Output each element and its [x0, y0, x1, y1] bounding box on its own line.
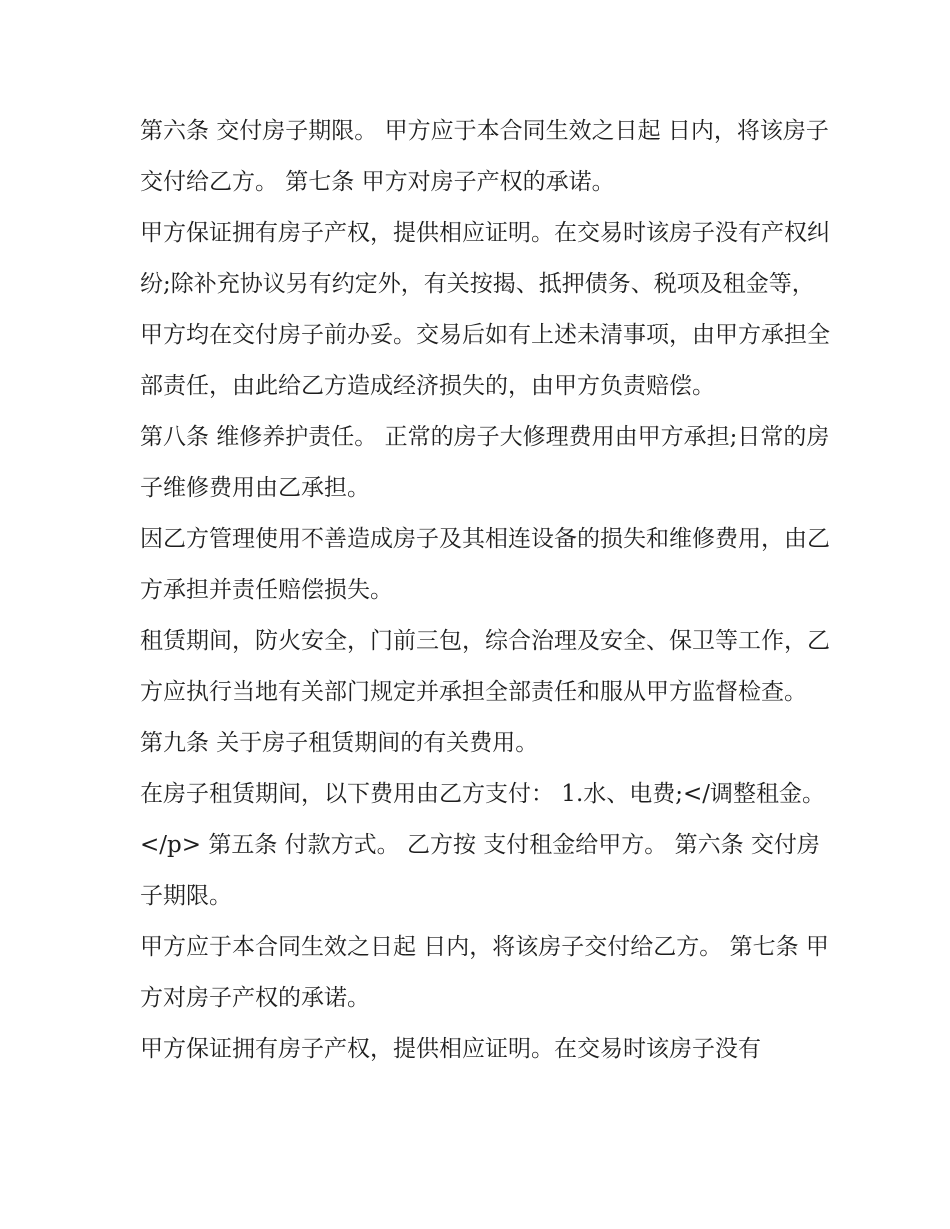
paragraph-fees-and-article-5: 在房子租赁期间，以下费用由乙方支付： 1.水、电费;</调整租金。</p> 第五条 付款方式。 乙方按 支付租金给甲方。 第六条 交付房子期限。 [140, 781, 826, 909]
paragraph-safety-and-article-9: 租赁期间，防火安全，门前三包，综合治理及安全、保卫等工作，乙方应执行当地有关部门规定并承担全部责任和服从甲方监督检查。 第九条 关于房子租赁期间的有关费用。 [140, 628, 830, 756]
paragraph-delivery-repeat: 甲方应于本合同生效之日起 日内，将该房子交付给乙方。 第七条 甲方对房子产权的承诺。 [140, 934, 829, 1011]
paragraph-property-guarantee: 甲方保证拥有房子产权，提供相应证明。在交易时该房子没有产权纠纷;除补充协议另有约定外，有关按揭、抵押债务、税项及租金等，甲方均在交付房子前办妥。交易后如有上述未清事项，由甲方承担全部责任，由此给乙方造成经济损失的，由甲方负责赔偿。 [140, 220, 830, 399]
paragraph-guarantee-repeat: 甲方保证拥有房子产权，提供相应证明。在交易时该房子没有 [140, 1036, 761, 1062]
paragraph-article-6-and-7: 第六条 交付房子期限。 甲方应于本合同生效之日起 日内，将该房子交付给乙方。 第七条 甲方对房子产权的承诺。 [140, 118, 829, 195]
paragraph-damage-liability: 因乙方管理使用不善造成房子及其相连设备的损失和维修费用，由乙方承担并责任赔偿损失。 [140, 526, 830, 603]
paragraph-article-8-maintenance: 第八条 维修养护责任。 正常的房子大修理费用由甲方承担;日常的房子维修费用由乙承担。 [140, 424, 830, 501]
document-body [140, 106, 830, 1075]
